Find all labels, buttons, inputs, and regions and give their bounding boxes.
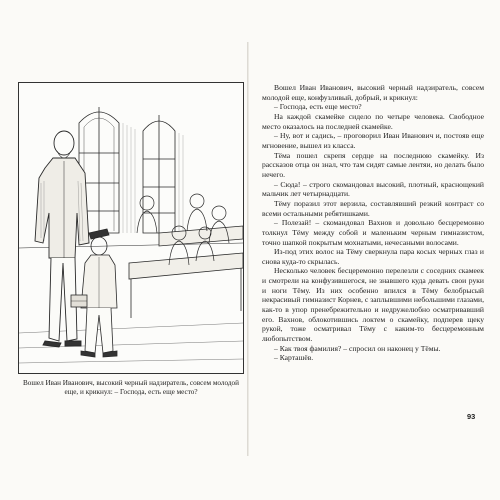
illustration bbox=[18, 82, 244, 374]
book-spine bbox=[247, 42, 249, 456]
paragraph: – Господа, есть еще место? bbox=[274, 102, 362, 112]
paragraph: – Ну, вот и садись, – проговорил Иван Иванович и, постояв еще мгновение, вышел из класса. bbox=[262, 131, 484, 150]
paragraph: – Полезай! – скомандовал Вахнов и довольно бесцеремонно толкнул Тёму между собой и маленьким черным гимназистом, точно шапкой покрытым мохнатыми, нечесаными волосами. bbox=[262, 218, 484, 247]
paragraph: Несколько человек бесцеремонно перелезли с соседних скамеек и смотрели на конфузившегося, не знавшего куда девать свои руки и ноги Тёму. Из них особенно впился в Тёму белобрысый некрасивый гимназист Корнев, с заплывшими небольшими глазами, как-то в упор пренебрежительно и недружелюбно осматривавший его. Вахнов, облокотившись локтем о скамейку, подперев щеку рукой, тоже осматривал Тёму с каким-то бесцеремонным любопытством. bbox=[262, 266, 484, 344]
paragraph: Из-под этих волос на Тёму сверкнула пара косых черных глаз и снова куда-то скрылась. bbox=[262, 247, 484, 266]
paragraph: Вошел Иван Иванович, высокий черный надзиратель, совсем молодой еще, конфузливый, добрый, и крикнул: bbox=[262, 83, 484, 102]
paragraph: – Карташёв. bbox=[274, 353, 314, 363]
paragraph: Тёма пошел скрепя сердце на последнюю скамейку. Из рассказов отца он знал, что там сидят самые лентяи, но делать было нечего. bbox=[262, 150, 484, 179]
paragraph: – Сюда! – строго скомандовал высокий, плотный, краснощекий мальчик лет четырнадцати. bbox=[262, 179, 484, 199]
paragraph: – Как твоя фамилия? – спросил он наконец у Тёмы. bbox=[274, 343, 441, 353]
caption-text: Вошел Иван Иванович, высокий черный надзиратель, совсем молодой еще, и крикнул: – Господа, есть еще место? bbox=[22, 379, 239, 397]
paragraph: Тёму поразил этот верзила, составлявший резкий контраст со всеми остальными ребятишками. bbox=[262, 198, 484, 218]
paragraph: На каждой скамейке сидело по четыре человека. Свободное место оказалось на последней скамейке. bbox=[262, 111, 484, 131]
story-text bbox=[262, 83, 484, 363]
illustration-caption bbox=[18, 379, 244, 398]
page-number: 93 bbox=[467, 412, 476, 421]
